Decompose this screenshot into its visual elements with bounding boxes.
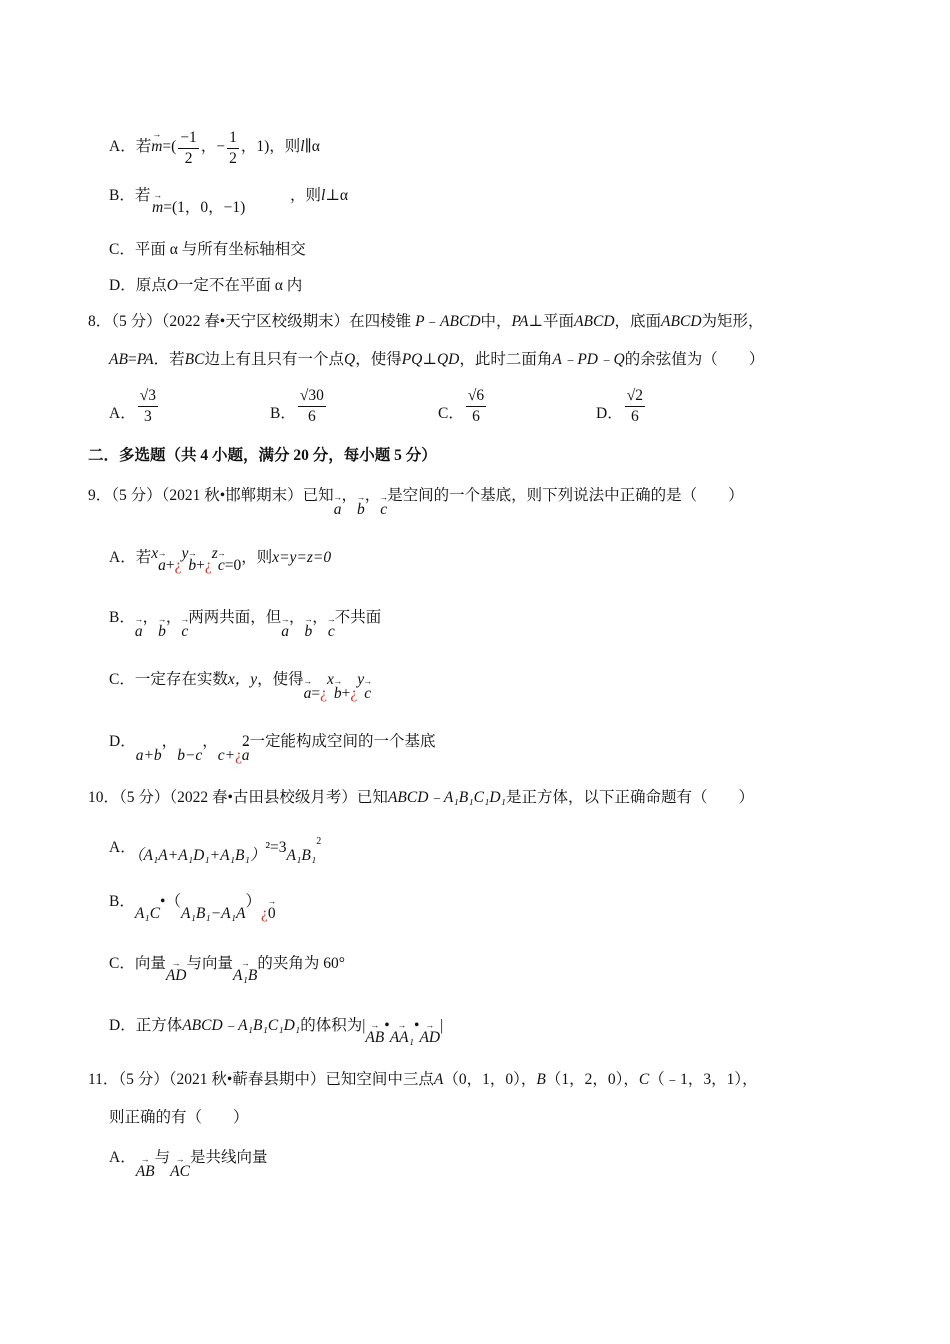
fraction: $\frac{1}{2}$ bbox=[229, 129, 237, 167]
fraction: $\frac{√30}{6}$ bbox=[299, 387, 324, 425]
q10-stem: 10．（5 分）（2022 春•古田县校级月考）已知ABCD﹣A₁B₁C₁D₁是正方体，以下正确命题有（ ） bbox=[88, 789, 754, 806]
q8-option-a: A． $\frac{√3}{3}$ bbox=[109, 387, 156, 425]
q8-stem-line2: AB=PA．若BC边上有且只有一个点Q，使得PQ⊥QD，此时二面角A﹣PD﹣Q的余弦值为（ ） bbox=[109, 351, 765, 368]
q9-option-c: C．一定存在实数x，y，使得→ a=¿x→ b+¿y→ c bbox=[109, 670, 371, 690]
q10-option-d: D．正方体ABCD﹣A₁B₁C₁D₁的体积为|→ AB•→ AA₁•→ AD| bbox=[109, 1016, 443, 1036]
q7-option-a: A．若→ m=( $\frac{-1}{2}$ ，− $\frac{1}{2}$ ，1)，则l∥α bbox=[109, 128, 320, 169]
fraction: $\frac{-1}{2}$ bbox=[180, 129, 197, 167]
fraction: $\frac{√3}{3}$ bbox=[139, 387, 156, 425]
q9-option-d: D．a+b，b−c，c+¿2→ a一定能构成空间的一个基底 bbox=[109, 732, 436, 752]
q8-option-b: B． $\frac{√30}{6}$ bbox=[270, 387, 324, 425]
q10-option-c: C．向量→ AD与向量→ A₁B的夹角为 60° bbox=[109, 954, 345, 974]
vector-c: → c bbox=[380, 500, 387, 520]
vector-a: → a bbox=[334, 500, 342, 520]
q7-option-c: C．平面 α 与所有坐标轴相交 bbox=[109, 241, 306, 258]
q7-option-b-tail: ，则l⊥α bbox=[290, 187, 349, 204]
q8-option-c: C． $\frac{√6}{6}$ bbox=[438, 387, 485, 425]
section-heading: 二．多选题（共 4 小题，满分 20 分，每小题 5 分） bbox=[88, 447, 437, 464]
q11-stem-line1: 11．（5 分）（2021 秋•蕲春县期中）已知空间中三点A（0，1，0），B（1，2，0），C（﹣1，3，1）， bbox=[88, 1071, 758, 1088]
q7-option-d: D．原点O一定不在平面 α 内 bbox=[109, 277, 303, 294]
fraction: $\frac{√6}{6}$ bbox=[467, 387, 485, 425]
q9-stem: 9．（5 分）（2021 秋•邯郸期末）已知→ a，→ b，→ c是空间的一个基底，则下列说法中正确的是（ ） bbox=[88, 486, 744, 506]
q10-option-a: A．（A₁A+A₁D₁+A₁B₁）²=3A₁B₁$^2$ bbox=[109, 836, 322, 864]
q11-option-a: A．→ AB与→ AC是共线向量 bbox=[109, 1148, 267, 1168]
q11-stem-line2: 则正确的有（ ） bbox=[109, 1109, 249, 1126]
q10-option-b: B．A₁C•（A₁B₁−A₁A）¿→ 0 bbox=[109, 892, 276, 912]
q7-option-b: B．若 bbox=[109, 187, 151, 204]
q9-option-b: B．→ a，→ b，→ c两两共面，但→ a，→ b，→ c不共面 bbox=[109, 608, 381, 628]
vector-m: → m bbox=[152, 198, 163, 218]
q7a-label: A．若 bbox=[109, 138, 152, 155]
q8-option-d: D． $\frac{√2}{6}$ bbox=[596, 387, 643, 425]
fraction: $\frac{√2}{6}$ bbox=[626, 387, 643, 425]
q7-option-b-math: → m=(1，0，−1) bbox=[152, 198, 245, 218]
vector-b: → b bbox=[357, 500, 365, 520]
vector-m: → m bbox=[151, 137, 162, 157]
q8-stem-line1: 8．（5 分）（2022 春•天宁区校级期末）在四棱锥 P﹣ABCD中，PA⊥平面ABCD，底面ABCD为矩形， bbox=[88, 313, 764, 330]
q9-option-a: A．若x→ a+¿y→ b+¿z→ c=0，则x=y=z=0 bbox=[109, 548, 331, 568]
